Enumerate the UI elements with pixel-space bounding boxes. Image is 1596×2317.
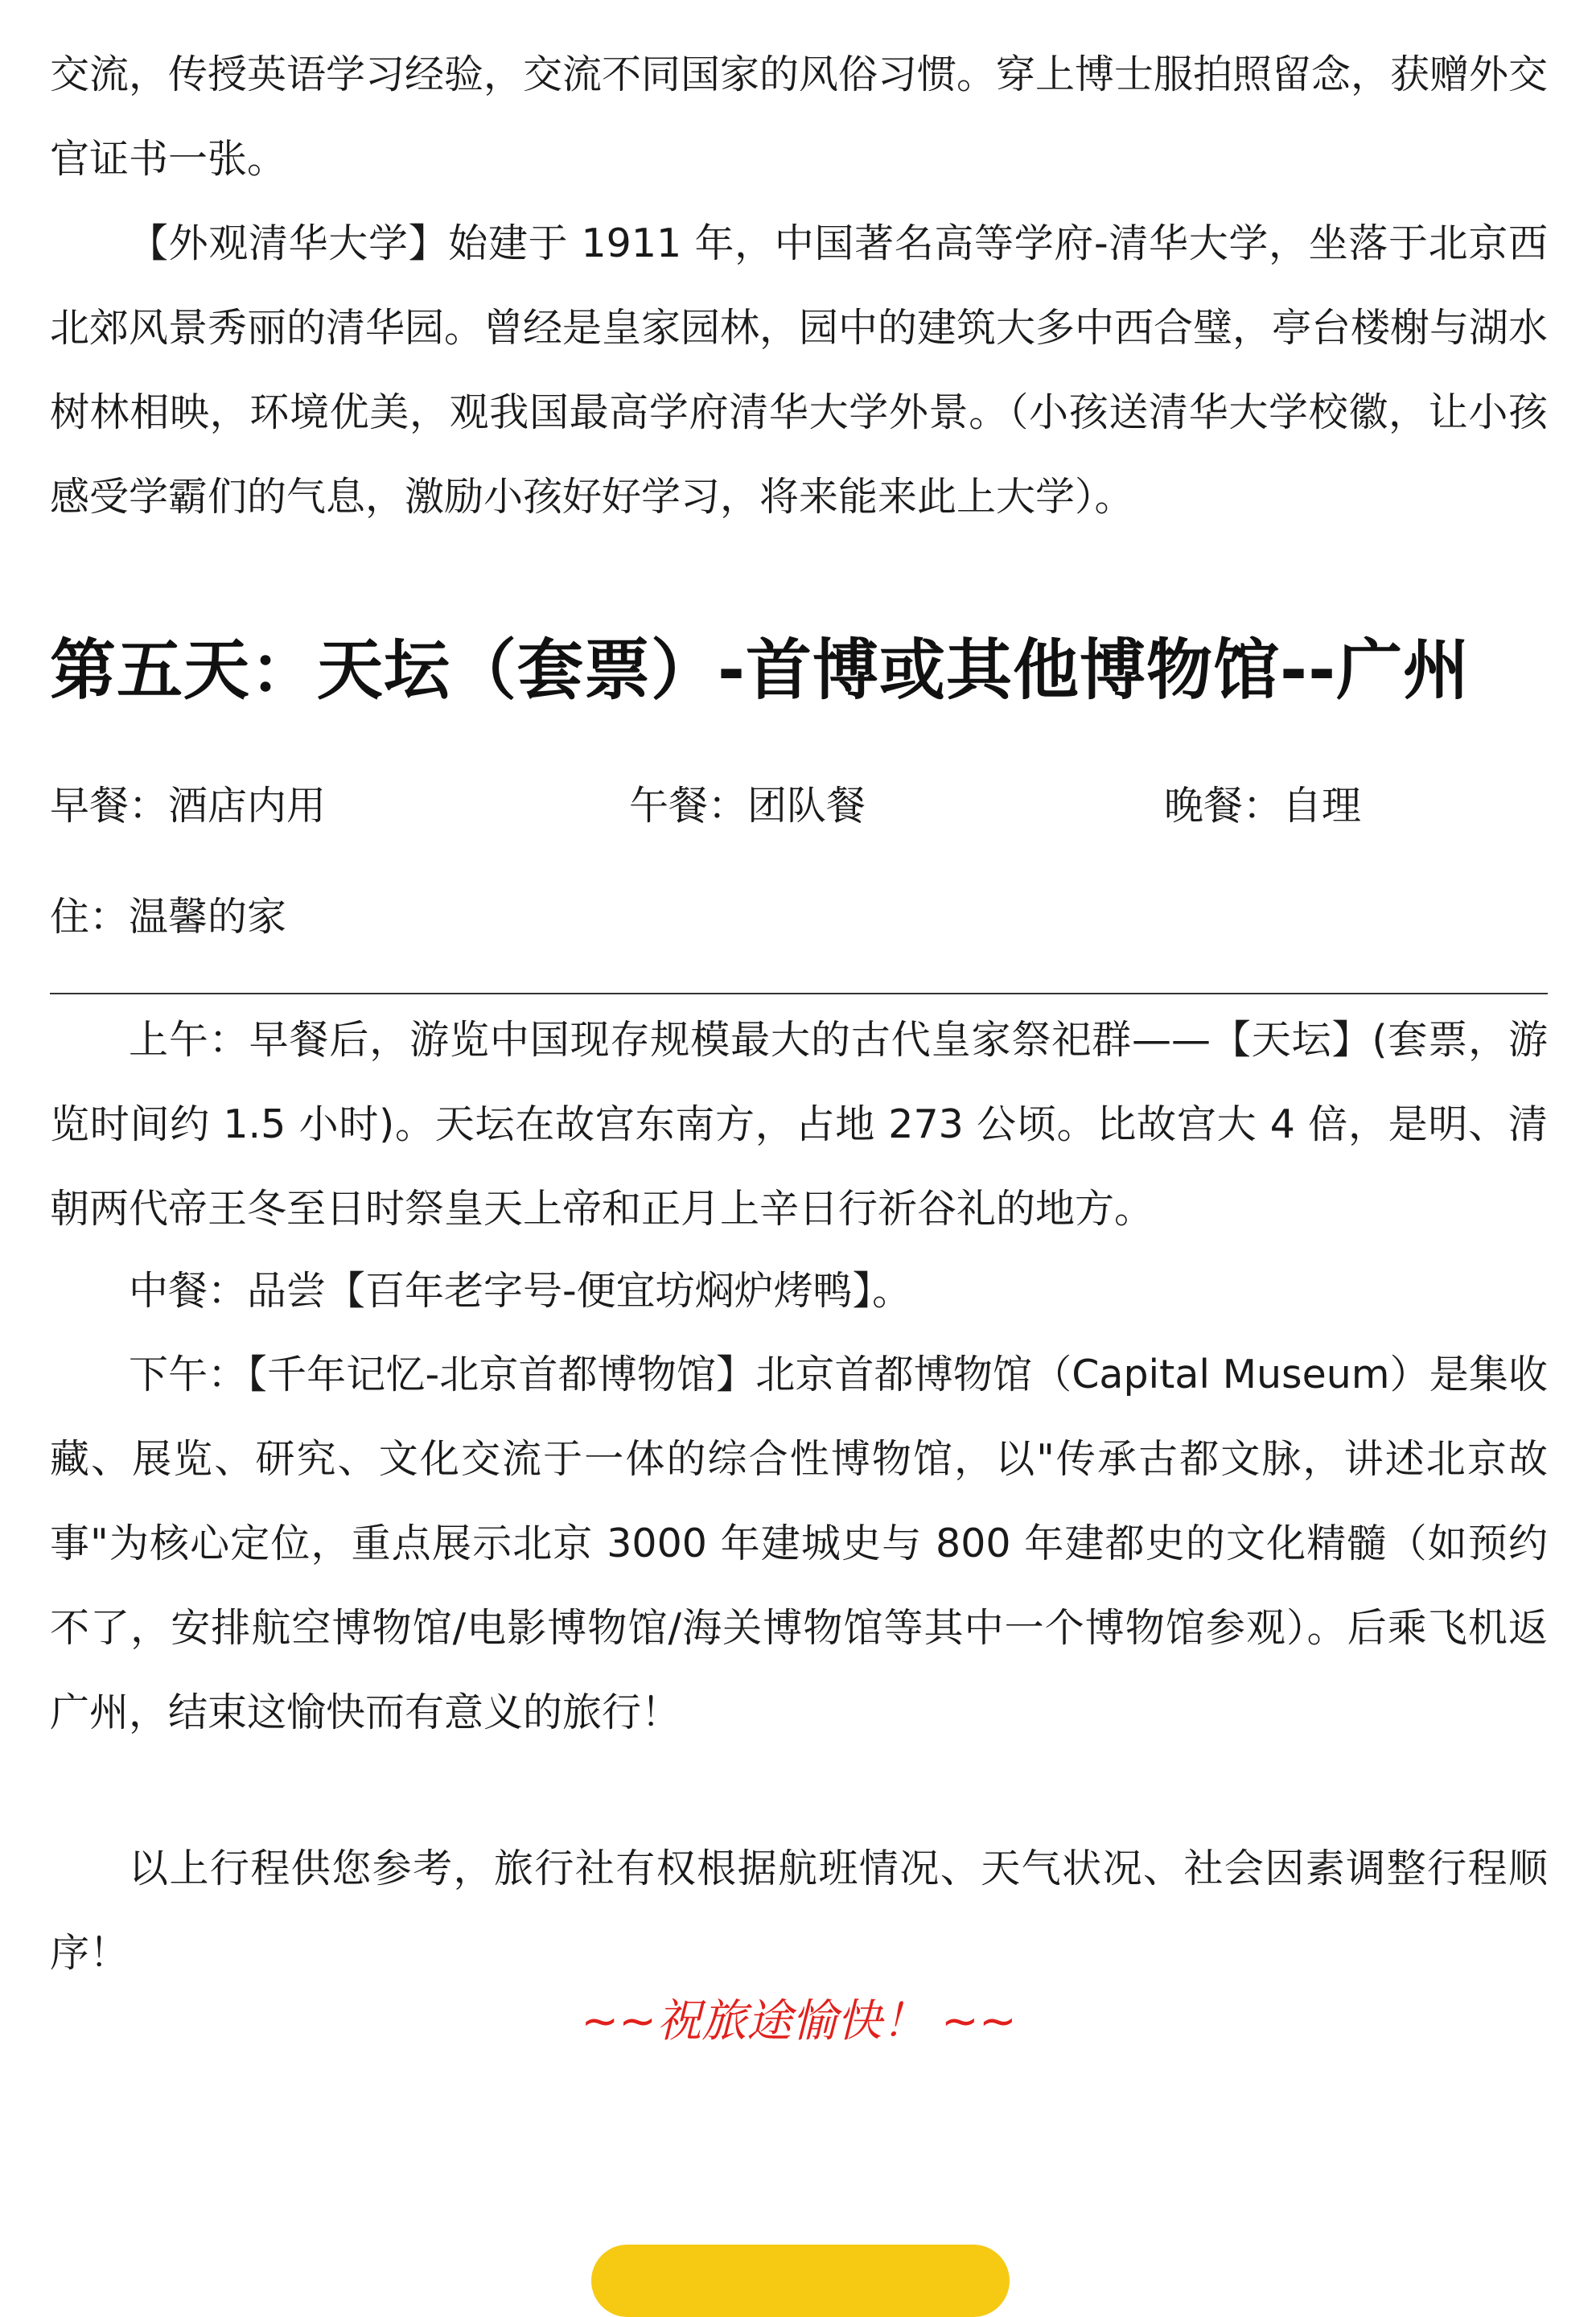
bottom-action-button[interactable] xyxy=(591,2245,1010,2317)
day4-exchange-paragraph: 交流，传授英语学习经验，交流不同国家的风俗习惯。穿上博士服拍照留念，获赠外交官证书一张。 xyxy=(50,51,1549,182)
closing-wish: ~~祝旅途愉快！ ~~ xyxy=(581,1995,1017,2047)
lunch-info: 午餐：团队餐 xyxy=(629,783,866,829)
tsinghua-paragraph: 【外观清华大学】始建于 1911 年，中国著名高等学府-清华大学，坐落于北京西北郊风景秀丽的清华园。曾经是皇家园林，园中的建筑大多中西合璧，亭台楼榭与湖水树林相映，环境优美，观我国最高学府清华大学外景。（小孩送清华大学校徽，让小孩感受学霸们的气息，激励小孩好好学习，将来能来此上大学）。 xyxy=(50,220,1549,520)
section-divider xyxy=(50,993,1548,994)
dinner-info: 晚餐：自理 xyxy=(1164,783,1362,829)
day5-morning-paragraph: 上午：早餐后，游览中国现存规模最大的古代皇家祭祀群——【天坛】(套票，游览时间约 1.5 小时)。天坛在故宫东南方，占地 273 公顷。比故宫大 4 倍，是明、清朝两代帝王冬至日时祭皇天上帝和正月上辛日行祈谷礼的地方。 xyxy=(50,1017,1548,1232)
lodging-info: 住：温馨的家 xyxy=(50,894,287,940)
breakfast-info: 早餐：酒店内用 xyxy=(50,783,327,829)
day5-afternoon-paragraph: 下午：【千年记忆-北京首都博物馆】北京首都博物馆（Capital Museum）是集收藏、展览、研究、文化交流于一体的综合性博物馆，以"传承古都文脉，讲述北京故事"为核心定位，重点展示北京 3000 年建城史与 800 年建都史的文化精髓（如预约不了，安排航空博物馆/电影博物馆/海关博物馆等其中一个博物馆参观）。后乘飞机返广州，结束这愉快而有意义的旅行！ xyxy=(50,1352,1548,1735)
itinerary-notice: 以上行程供您参考，旅行社有权根据航班情况、天气状况、社会因素调整行程顺序！ xyxy=(50,1846,1548,1976)
day5-meals-row xyxy=(50,774,1548,838)
day5-title: 第五天：天坛（套票）-首博或其他博物馆--广州 xyxy=(50,632,1471,709)
day5-lunch-paragraph: 中餐：品尝【百年老字号-便宜坊焖炉烤鸭】。 xyxy=(129,1268,912,1314)
